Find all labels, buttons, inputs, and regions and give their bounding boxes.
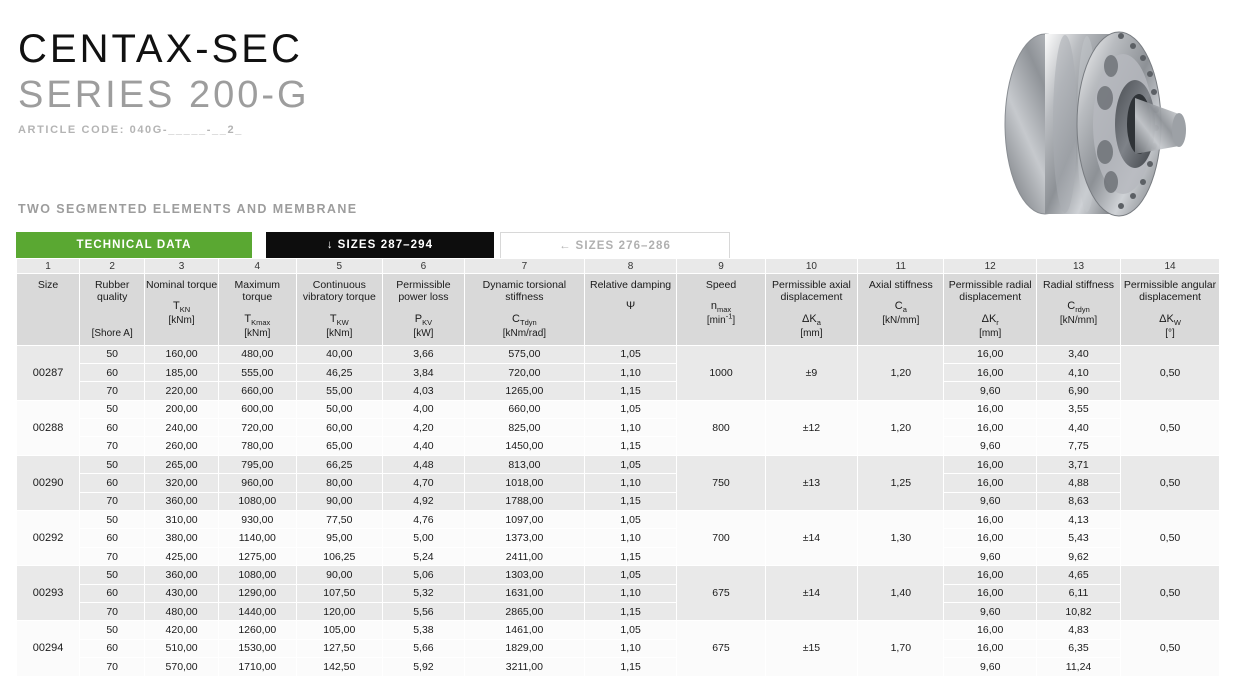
cell-damping: 1,10 [584, 419, 677, 437]
header-unit: [mm] [800, 327, 823, 339]
header-label: Axial stiffness [868, 279, 933, 291]
cell-shore: 50 [80, 621, 145, 639]
cell-dynamic-stiffness: 1788,00 [464, 492, 584, 510]
header-axial-stiffness [858, 274, 944, 346]
table-row [17, 492, 1220, 510]
cell-power-loss: 3,84 [382, 363, 464, 381]
cell-vibratory-torque: 90,00 [296, 566, 382, 584]
cell-damping: 1,10 [584, 584, 677, 602]
cell-shore: 50 [80, 511, 145, 529]
table-row [17, 602, 1220, 620]
cell-power-loss: 5,38 [382, 621, 464, 639]
header-symbol: $T_{KW}$ [329, 312, 349, 327]
cell-damping: 1,05 [584, 621, 677, 639]
cell-power-loss: 5,66 [382, 639, 464, 657]
cell-axial-stiffness: 1,20 [858, 400, 944, 455]
header-unit: [kNm] [168, 315, 195, 327]
header-unit: [kN/mm] [1059, 315, 1098, 327]
header-label: Relative damping [590, 279, 672, 291]
cell-radial-stiffness: 11,24 [1036, 658, 1120, 676]
cell-shore: 60 [80, 529, 145, 547]
cell-vibratory-torque: 77,50 [296, 511, 382, 529]
cell-nominal-torque: 260,00 [145, 437, 219, 455]
header-label: Rubber quality [94, 279, 130, 304]
cell-damping: 1,05 [584, 566, 677, 584]
cell-angular-displacement: 0,50 [1121, 455, 1220, 510]
cell-shore: 70 [80, 602, 145, 620]
cell-radial-displacement: 16,00 [944, 584, 1037, 602]
column-number: 2 [80, 259, 145, 274]
cell-axial-displacement: ±12 [765, 400, 858, 455]
header-permissible-axial-displacement [765, 274, 858, 346]
table-row [17, 566, 1220, 584]
cell-damping: 1,05 [584, 511, 677, 529]
cell-maximum-torque: 600,00 [218, 400, 296, 418]
cell-maximum-torque: 1080,00 [218, 492, 296, 510]
header-unit: [kNm] [244, 327, 271, 339]
header-symbol: $\Delta K_a$ [802, 312, 821, 327]
header-speed [677, 274, 765, 346]
cell-radial-stiffness: 6,90 [1036, 382, 1120, 400]
cell-power-loss: 5,00 [382, 529, 464, 547]
header-dynamic-torsional-stiffness [464, 274, 584, 346]
cell-dynamic-stiffness: 813,00 [464, 455, 584, 473]
column-number: 7 [464, 259, 584, 274]
section-label: TWO SEGMENTED ELEMENTS AND MEMBRANE [18, 202, 358, 216]
header-nominal-torque [145, 274, 219, 346]
cell-dynamic-stiffness: 1303,00 [464, 566, 584, 584]
cell-dynamic-stiffness: 660,00 [464, 400, 584, 418]
header-relative-damping [584, 274, 677, 346]
cell-radial-stiffness: 4,13 [1036, 511, 1120, 529]
header-unit: [Shore A] [91, 327, 133, 339]
header-label: Continuous vibratory torque [302, 279, 376, 304]
cell-maximum-torque: 720,00 [218, 419, 296, 437]
cell-axial-stiffness: 1,70 [858, 621, 944, 676]
cell-angular-displacement: 0,50 [1121, 345, 1220, 400]
header-unit: [kNm] [326, 327, 353, 339]
column-number: 14 [1121, 259, 1220, 274]
cell-radial-stiffness: 3,55 [1036, 400, 1120, 418]
cell-damping: 1,15 [584, 602, 677, 620]
cell-axial-stiffness: 1,30 [858, 511, 944, 566]
header-symbol: $C_a$ [894, 300, 907, 315]
cell-shore: 50 [80, 400, 145, 418]
cell-radial-displacement: 16,00 [944, 345, 1037, 363]
column-number: 8 [584, 259, 677, 274]
cell-axial-displacement: ±14 [765, 511, 858, 566]
header-permissible-power-loss [382, 274, 464, 346]
cell-angular-displacement: 0,50 [1121, 566, 1220, 621]
cell-maximum-torque: 1260,00 [218, 621, 296, 639]
table-row [17, 511, 1220, 529]
cell-radial-displacement: 9,60 [944, 547, 1037, 565]
cell-vibratory-torque: 107,50 [296, 584, 382, 602]
cell-maximum-torque: 1530,00 [218, 639, 296, 657]
cell-radial-stiffness: 8,63 [1036, 492, 1120, 510]
cell-dynamic-stiffness: 1829,00 [464, 639, 584, 657]
table-row [17, 419, 1220, 437]
table-row [17, 547, 1220, 565]
header-unit: [kW] [413, 327, 434, 339]
column-number: 11 [858, 259, 944, 274]
cell-nominal-torque: 420,00 [145, 621, 219, 639]
header-unit: [kNm/rad] [502, 327, 547, 339]
table-row [17, 621, 1220, 639]
cell-vibratory-torque: 46,25 [296, 363, 382, 381]
header-unit: $[\min^{-1}]$ [706, 312, 736, 327]
cell-radial-stiffness: 7,75 [1036, 437, 1120, 455]
technical-data-table [16, 258, 1220, 677]
cell-speed: 1000 [677, 345, 765, 400]
table-row [17, 455, 1220, 473]
cell-power-loss: 4,76 [382, 511, 464, 529]
cell-radial-displacement: 16,00 [944, 474, 1037, 492]
header-unit [585, 315, 677, 327]
table-row [17, 584, 1220, 602]
cell-shore: 70 [80, 658, 145, 676]
table-row [17, 382, 1220, 400]
cell-dynamic-stiffness: 575,00 [464, 345, 584, 363]
cell-damping: 1,15 [584, 492, 677, 510]
cell-axial-stiffness: 1,40 [858, 566, 944, 621]
header-radial-stiffness [1036, 274, 1120, 346]
product-photo [975, 22, 1205, 227]
header-label: Permissible power loss [396, 279, 451, 304]
header-symbol: $T_{Kmax}$ [244, 312, 271, 327]
cell-damping: 1,10 [584, 474, 677, 492]
cell-nominal-torque: 360,00 [145, 566, 219, 584]
tab-sizes-276-286[interactable] [500, 232, 730, 258]
column-number: 10 [765, 259, 858, 274]
cell-shore: 70 [80, 547, 145, 565]
cell-radial-displacement: 16,00 [944, 621, 1037, 639]
cell-speed: 700 [677, 511, 765, 566]
cell-shore: 60 [80, 419, 145, 437]
header-unit: [°] [1165, 327, 1175, 339]
cell-size: 00293 [17, 566, 80, 621]
cell-vibratory-torque: 90,00 [296, 492, 382, 510]
cell-damping: 1,15 [584, 658, 677, 676]
cell-radial-displacement: 16,00 [944, 639, 1037, 657]
cell-vibratory-torque: 60,00 [296, 419, 382, 437]
cell-power-loss: 5,24 [382, 547, 464, 565]
cell-vibratory-torque: 106,25 [296, 547, 382, 565]
header-symbol: $C_{rdyn}$ [1067, 300, 1090, 315]
column-number: 3 [145, 259, 219, 274]
cell-shore: 60 [80, 584, 145, 602]
cell-damping: 1,05 [584, 455, 677, 473]
cell-vibratory-torque: 120,00 [296, 602, 382, 620]
cell-maximum-torque: 555,00 [218, 363, 296, 381]
cell-size: 00294 [17, 621, 80, 676]
cell-nominal-torque: 320,00 [145, 474, 219, 492]
cell-size: 00288 [17, 400, 80, 455]
cell-vibratory-torque: 95,00 [296, 529, 382, 547]
tab-technical-data[interactable] [16, 232, 252, 258]
cell-power-loss: 5,92 [382, 658, 464, 676]
cell-power-loss: 3,66 [382, 345, 464, 363]
cell-shore: 50 [80, 455, 145, 473]
cell-radial-displacement: 9,60 [944, 437, 1037, 455]
cell-nominal-torque: 160,00 [145, 345, 219, 363]
table-row [17, 363, 1220, 381]
tab-bar[interactable] [16, 232, 730, 258]
cell-damping: 1,10 [584, 639, 677, 657]
cell-vibratory-torque: 50,00 [296, 400, 382, 418]
cell-power-loss: 5,06 [382, 566, 464, 584]
cell-damping: 1,05 [584, 400, 677, 418]
cell-axial-displacement: ±13 [765, 455, 858, 510]
cell-shore: 70 [80, 382, 145, 400]
cell-shore: 60 [80, 474, 145, 492]
header-label: Permissible radial displacement [948, 279, 1032, 304]
cell-radial-stiffness: 4,65 [1036, 566, 1120, 584]
cell-maximum-torque: 1290,00 [218, 584, 296, 602]
cell-maximum-torque: 780,00 [218, 437, 296, 455]
cell-nominal-torque: 240,00 [145, 419, 219, 437]
header-unit: [kN/mm] [882, 315, 920, 327]
cell-radial-displacement: 16,00 [944, 400, 1037, 418]
cell-radial-stiffness: 10,82 [1036, 602, 1120, 620]
cell-damping: 1,15 [584, 437, 677, 455]
cell-radial-stiffness: 4,88 [1036, 474, 1120, 492]
cell-radial-displacement: 16,00 [944, 419, 1037, 437]
cell-size: 00287 [17, 345, 80, 400]
header-label: Maximum torque [234, 279, 281, 304]
cell-radial-stiffness: 6,11 [1036, 584, 1120, 602]
table-row [17, 474, 1220, 492]
cell-vibratory-torque: 40,00 [296, 345, 382, 363]
cell-nominal-torque: 510,00 [145, 639, 219, 657]
cell-power-loss: 4,00 [382, 400, 464, 418]
tab-sizes-287-294-label: SIZES 287–294 [337, 239, 434, 251]
cell-radial-stiffness: 5,43 [1036, 529, 1120, 547]
page-subtitle: SERIES 200-G [18, 74, 310, 116]
cell-nominal-torque: 310,00 [145, 511, 219, 529]
cell-radial-stiffness: 6,35 [1036, 639, 1120, 657]
header-permissible-radial-displacement [944, 274, 1037, 346]
header-continuous-vibratory-torque [296, 274, 382, 346]
header-symbol: Ψ [625, 300, 636, 313]
cell-angular-displacement: 0,50 [1121, 621, 1220, 676]
cell-dynamic-stiffness: 825,00 [464, 419, 584, 437]
cell-shore: 60 [80, 363, 145, 381]
cell-power-loss: 4,92 [382, 492, 464, 510]
cell-radial-displacement: 9,60 [944, 382, 1037, 400]
tab-technical-data-label: TECHNICAL DATA [76, 239, 192, 251]
cell-nominal-torque: 430,00 [145, 584, 219, 602]
cell-axial-displacement: ±14 [765, 566, 858, 621]
cell-maximum-torque: 960,00 [218, 474, 296, 492]
column-number: 5 [296, 259, 382, 274]
cell-dynamic-stiffness: 1631,00 [464, 584, 584, 602]
header-label: Size [37, 279, 59, 291]
cell-angular-displacement: 0,50 [1121, 511, 1220, 566]
cell-angular-displacement: 0,50 [1121, 400, 1220, 455]
header-label: Speed [705, 279, 737, 291]
tab-sizes-287-294[interactable] [266, 232, 494, 258]
cell-shore: 70 [80, 492, 145, 510]
cell-speed: 750 [677, 455, 765, 510]
cell-radial-stiffness: 3,71 [1036, 455, 1120, 473]
cell-axial-stiffness: 1,25 [858, 455, 944, 510]
cell-power-loss: 4,40 [382, 437, 464, 455]
table-row [17, 529, 1220, 547]
cell-nominal-torque: 360,00 [145, 492, 219, 510]
header-label: Dynamic torsional stiffness [482, 279, 567, 304]
cell-dynamic-stiffness: 1265,00 [464, 382, 584, 400]
cell-maximum-torque: 1710,00 [218, 658, 296, 676]
cell-speed: 675 [677, 566, 765, 621]
cell-maximum-torque: 1440,00 [218, 602, 296, 620]
cell-maximum-torque: 1140,00 [218, 529, 296, 547]
cell-damping: 1,15 [584, 547, 677, 565]
cell-nominal-torque: 480,00 [145, 602, 219, 620]
coupling-illustration [975, 22, 1205, 227]
header-unit: [mm] [979, 327, 1002, 339]
cell-dynamic-stiffness: 1450,00 [464, 437, 584, 455]
cell-dynamic-stiffness: 720,00 [464, 363, 584, 381]
header-label: Nominal torque [145, 279, 218, 291]
cell-dynamic-stiffness: 1018,00 [464, 474, 584, 492]
cell-shore: 50 [80, 566, 145, 584]
cell-power-loss: 5,56 [382, 602, 464, 620]
cell-maximum-torque: 1275,00 [218, 547, 296, 565]
table-row [17, 345, 1220, 363]
cell-size: 00290 [17, 455, 80, 510]
cell-radial-displacement: 9,60 [944, 602, 1037, 620]
cell-vibratory-torque: 65,00 [296, 437, 382, 455]
cell-axial-displacement: ±9 [765, 345, 858, 400]
cell-power-loss: 5,32 [382, 584, 464, 602]
cell-damping: 1,15 [584, 382, 677, 400]
cell-shore: 50 [80, 345, 145, 363]
cell-radial-displacement: 16,00 [944, 566, 1037, 584]
header-size [17, 274, 80, 346]
table-row [17, 658, 1220, 676]
cell-shore: 60 [80, 639, 145, 657]
cell-power-loss: 4,20 [382, 419, 464, 437]
column-number: 1 [17, 259, 80, 274]
cell-dynamic-stiffness: 2865,00 [464, 602, 584, 620]
tab-sizes-276-286-label: SIZES 276–286 [575, 240, 672, 252]
cell-radial-displacement: 9,60 [944, 492, 1037, 510]
cell-speed: 675 [677, 621, 765, 676]
header-label: Permissible angular displacement [1123, 279, 1217, 304]
header-label: Radial stiffness [1043, 279, 1115, 291]
document-header [18, 28, 718, 136]
header-permissible-angular-displacement [1121, 274, 1220, 346]
cell-damping: 1,10 [584, 529, 677, 547]
cell-vibratory-torque: 127,50 [296, 639, 382, 657]
down-arrow-icon: ↓ [326, 239, 334, 251]
header-label: Permissible axial displacement [772, 279, 851, 304]
cell-dynamic-stiffness: 1461,00 [464, 621, 584, 639]
cell-radial-stiffness: 4,40 [1036, 419, 1120, 437]
header-maximum-torque [218, 274, 296, 346]
header-symbol: $C_{Tdyn}$ [512, 312, 537, 327]
column-number: 12 [944, 259, 1037, 274]
cell-nominal-torque: 185,00 [145, 363, 219, 381]
cell-radial-displacement: 16,00 [944, 529, 1037, 547]
cell-maximum-torque: 1080,00 [218, 566, 296, 584]
table-header-row [17, 274, 1220, 346]
cell-radial-displacement: 16,00 [944, 363, 1037, 381]
cell-nominal-torque: 380,00 [145, 529, 219, 547]
column-number: 13 [1036, 259, 1120, 274]
table-row [17, 400, 1220, 418]
cell-dynamic-stiffness: 1373,00 [464, 529, 584, 547]
cell-vibratory-torque: 80,00 [296, 474, 382, 492]
cell-radial-displacement: 16,00 [944, 455, 1037, 473]
left-arrow-icon: ← [558, 240, 572, 252]
cell-dynamic-stiffness: 2411,00 [464, 547, 584, 565]
page-title: CENTAX-SEC [18, 27, 303, 71]
column-number-row [17, 259, 1220, 274]
header-symbol: $\Delta K_r$ [981, 312, 999, 327]
cell-maximum-torque: 795,00 [218, 455, 296, 473]
cell-nominal-torque: 425,00 [145, 547, 219, 565]
header-symbol: $\Delta K_W$ [1159, 312, 1181, 327]
column-number: 9 [677, 259, 765, 274]
cell-nominal-torque: 570,00 [145, 658, 219, 676]
cell-nominal-torque: 200,00 [145, 400, 219, 418]
header-symbol: $P_{KV}$ [414, 312, 433, 327]
header-symbol: $T_{KN}$ [173, 300, 191, 315]
cell-nominal-torque: 220,00 [145, 382, 219, 400]
table-row [17, 437, 1220, 455]
header-rubber-quality [80, 274, 145, 346]
cell-shore: 70 [80, 437, 145, 455]
cell-axial-displacement: ±15 [765, 621, 858, 676]
cell-maximum-torque: 660,00 [218, 382, 296, 400]
header-symbol [80, 313, 144, 326]
cell-radial-stiffness: 4,83 [1036, 621, 1120, 639]
cell-vibratory-torque: 105,00 [296, 621, 382, 639]
table-row [17, 639, 1220, 657]
cell-radial-displacement: 16,00 [944, 511, 1037, 529]
cell-size: 00292 [17, 511, 80, 566]
cell-dynamic-stiffness: 3211,00 [464, 658, 584, 676]
cell-radial-stiffness: 3,40 [1036, 345, 1120, 363]
cell-power-loss: 4,48 [382, 455, 464, 473]
cell-maximum-torque: 480,00 [218, 345, 296, 363]
cell-radial-stiffness: 4,10 [1036, 363, 1120, 381]
column-number: 6 [382, 259, 464, 274]
cell-vibratory-torque: 66,25 [296, 455, 382, 473]
cell-dynamic-stiffness: 1097,00 [464, 511, 584, 529]
cell-radial-stiffness: 9,62 [1036, 547, 1120, 565]
cell-axial-stiffness: 1,20 [858, 345, 944, 400]
cell-power-loss: 4,03 [382, 382, 464, 400]
article-code: ARTICLE CODE: 040G-_____-__2_ [18, 123, 243, 136]
cell-radial-displacement: 9,60 [944, 658, 1037, 676]
cell-nominal-torque: 265,00 [145, 455, 219, 473]
cell-damping: 1,05 [584, 345, 677, 363]
cell-speed: 800 [677, 400, 765, 455]
cell-vibratory-torque: 142,50 [296, 658, 382, 676]
cell-vibratory-torque: 55,00 [296, 382, 382, 400]
column-number: 4 [218, 259, 296, 274]
cell-damping: 1,10 [584, 363, 677, 381]
header-symbol: $n_{max}$ [710, 300, 732, 315]
cell-power-loss: 4,70 [382, 474, 464, 492]
cell-maximum-torque: 930,00 [218, 511, 296, 529]
